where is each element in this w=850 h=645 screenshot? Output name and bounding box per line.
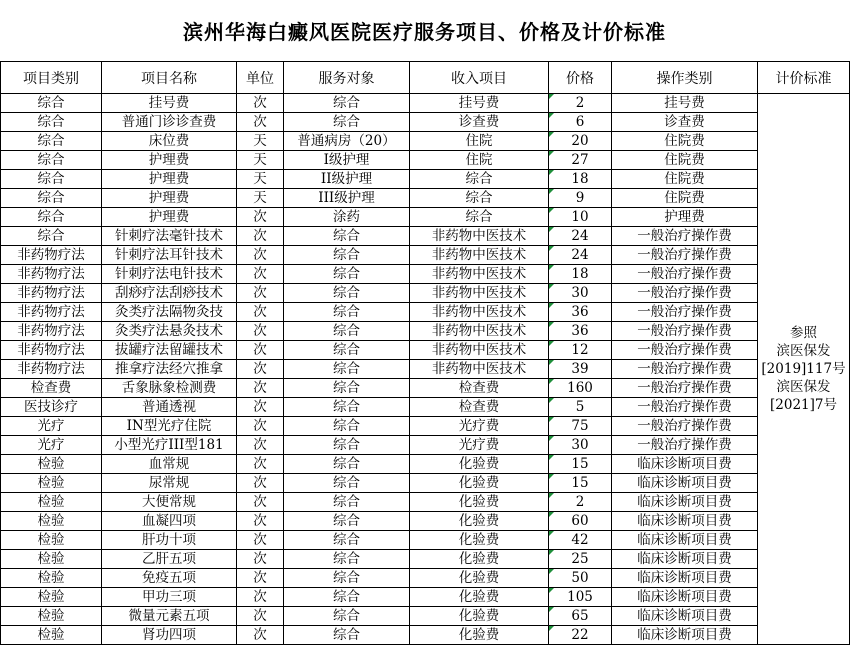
cell-price: 39 [549, 360, 612, 379]
col-header-service-target: 服务对象 [284, 62, 410, 94]
pricing-standard-line: 滨医保发 [776, 343, 831, 359]
cell-item-name: 免疫五项 [102, 569, 237, 588]
cell-price: 22 [549, 626, 612, 645]
cell-item-name: 刮痧疗法刮痧技术 [102, 284, 237, 303]
table-row [1, 341, 850, 360]
table-body [1, 94, 850, 645]
cell-category: 光疗 [1, 436, 102, 455]
cell-operation-type: 临床诊断项目费 [612, 607, 758, 626]
cell-income-item: 非药物中医技术 [410, 265, 549, 284]
pricing-standard-line: [2019]117号 [761, 361, 846, 377]
cell-income-item: 非药物中医技术 [410, 360, 549, 379]
cell-income-item: 综合 [410, 189, 549, 208]
cell-unit: 次 [237, 284, 284, 303]
col-header-pricing-standard: 计价标准 [758, 62, 850, 94]
cell-income-item: 化验费 [410, 531, 549, 550]
cell-category: 医技诊疗 [1, 398, 102, 417]
cell-operation-type: 一般治疗操作费 [612, 436, 758, 455]
cell-item-name: 灸类疗法悬灸技术 [102, 322, 237, 341]
cell-unit: 次 [237, 246, 284, 265]
cell-item-name: 微量元素五项 [102, 607, 237, 626]
cell-income-item: 化验费 [410, 474, 549, 493]
table-row [1, 569, 850, 588]
cell-item-name: 床位费 [102, 132, 237, 151]
cell-unit: 次 [237, 265, 284, 284]
cell-service-target: 综合 [284, 493, 410, 512]
cell-income-item: 非药物中医技术 [410, 322, 549, 341]
cell-price: 15 [549, 474, 612, 493]
cell-price: 36 [549, 303, 612, 322]
cell-category: 综合 [1, 113, 102, 132]
col-header-income-item: 收入项目 [410, 62, 549, 94]
cell-price: 50 [549, 569, 612, 588]
cell-category: 综合 [1, 208, 102, 227]
col-header-item-name: 项目名称 [102, 62, 237, 94]
cell-income-item: 化验费 [410, 550, 549, 569]
cell-item-name: 甲功三项 [102, 588, 237, 607]
table-row [1, 379, 850, 398]
cell-service-target: 综合 [284, 246, 410, 265]
cell-income-item: 化验费 [410, 626, 549, 645]
cell-service-target: 普通病房（20） [284, 132, 410, 151]
cell-operation-type: 挂号费 [612, 94, 758, 113]
cell-price: 30 [549, 436, 612, 455]
cell-service-target: 综合 [284, 569, 410, 588]
cell-price: 2 [549, 493, 612, 512]
cell-service-target: 涂药 [284, 208, 410, 227]
cell-unit: 次 [237, 379, 284, 398]
cell-service-target: Ⅰ级护理 [284, 151, 410, 170]
cell-service-target: 综合 [284, 284, 410, 303]
cell-item-name: 针刺疗法毫针技术 [102, 227, 237, 246]
col-header-unit: 单位 [237, 62, 284, 94]
cell-income-item: 综合 [410, 208, 549, 227]
table-row [1, 398, 850, 417]
cell-service-target: 综合 [284, 379, 410, 398]
cell-service-target: 综合 [284, 322, 410, 341]
cell-category: 检验 [1, 512, 102, 531]
cell-category: 检验 [1, 550, 102, 569]
cell-income-item: 光疗费 [410, 436, 549, 455]
cell-unit: 次 [237, 398, 284, 417]
table-row [1, 360, 850, 379]
cell-item-name: 挂号费 [102, 94, 237, 113]
cell-category: 非药物疗法 [1, 341, 102, 360]
cell-operation-type: 临床诊断项目费 [612, 588, 758, 607]
cell-unit: 次 [237, 436, 284, 455]
cell-income-item: 光疗费 [410, 417, 549, 436]
cell-operation-type: 住院费 [612, 189, 758, 208]
cell-unit: 次 [237, 493, 284, 512]
table-row [1, 531, 850, 550]
table-row [1, 417, 850, 436]
cell-item-name: 普通门诊诊查费 [102, 113, 237, 132]
cell-item-name: 肝功十项 [102, 531, 237, 550]
cell-operation-type: 一般治疗操作费 [612, 227, 758, 246]
cell-operation-type: 临床诊断项目费 [612, 550, 758, 569]
cell-price: 6 [549, 113, 612, 132]
cell-income-item: 检查费 [410, 379, 549, 398]
cell-unit: 次 [237, 607, 284, 626]
cell-income-item: 非药物中医技术 [410, 303, 549, 322]
table-row [1, 151, 850, 170]
cell-service-target: III级护理 [284, 189, 410, 208]
cell-service-target: 综合 [284, 265, 410, 284]
cell-service-target: 综合 [284, 341, 410, 360]
cell-income-item: 挂号费 [410, 94, 549, 113]
cell-income-item: 检查费 [410, 398, 549, 417]
cell-income-item: 化验费 [410, 607, 549, 626]
table-row [1, 94, 850, 113]
col-header-category: 项目类别 [1, 62, 102, 94]
cell-service-target: 综合 [284, 512, 410, 531]
cell-category: 综合 [1, 94, 102, 113]
table-row [1, 208, 850, 227]
cell-income-item: 化验费 [410, 512, 549, 531]
cell-unit: 次 [237, 550, 284, 569]
cell-item-name: 血常规 [102, 455, 237, 474]
cell-item-name: 针刺疗法耳针技术 [102, 246, 237, 265]
cell-income-item: 非药物中医技术 [410, 246, 549, 265]
cell-income-item: 住院 [410, 132, 549, 151]
cell-item-name: 针刺疗法电针技术 [102, 265, 237, 284]
cell-price: 24 [549, 227, 612, 246]
cell-item-name: 大便常规 [102, 493, 237, 512]
cell-price: 12 [549, 341, 612, 360]
cell-item-name: 尿常规 [102, 474, 237, 493]
cell-price: 9 [549, 189, 612, 208]
cell-item-name: 护理费 [102, 208, 237, 227]
cell-item-name: 血凝四项 [102, 512, 237, 531]
cell-category: 检查费 [1, 379, 102, 398]
cell-unit: 次 [237, 417, 284, 436]
cell-category: 检验 [1, 569, 102, 588]
cell-price: 2 [549, 94, 612, 113]
cell-service-target: 综合 [284, 550, 410, 569]
table-row [1, 626, 850, 645]
cell-item-name: 普通透视 [102, 398, 237, 417]
cell-operation-type: 一般治疗操作费 [612, 341, 758, 360]
cell-category: 检验 [1, 455, 102, 474]
cell-item-name: 灸类疗法隔物灸技 [102, 303, 237, 322]
col-header-operation-type: 操作类别 [612, 62, 758, 94]
cell-service-target: 综合 [284, 531, 410, 550]
cell-unit: 次 [237, 322, 284, 341]
cell-category: 检验 [1, 607, 102, 626]
cell-category: 综合 [1, 151, 102, 170]
cell-service-target: II级护理 [284, 170, 410, 189]
table-row [1, 474, 850, 493]
cell-service-target: 综合 [284, 455, 410, 474]
cell-operation-type: 临床诊断项目费 [612, 512, 758, 531]
cell-service-target: 综合 [284, 227, 410, 246]
table-row [1, 436, 850, 455]
cell-operation-type: 临床诊断项目费 [612, 531, 758, 550]
pricing-standard-line: 滨医保发 [776, 379, 831, 395]
cell-category: 非药物疗法 [1, 322, 102, 341]
cell-service-target: 综合 [284, 588, 410, 607]
cell-unit: 天 [237, 189, 284, 208]
cell-service-target: 综合 [284, 398, 410, 417]
cell-unit: 次 [237, 208, 284, 227]
cell-price: 18 [549, 265, 612, 284]
cell-category: 非药物疗法 [1, 360, 102, 379]
table-row [1, 113, 850, 132]
cell-price: 15 [549, 455, 612, 474]
cell-service-target: 综合 [284, 360, 410, 379]
pricing-standard-line: 参照 [790, 325, 817, 341]
cell-unit: 次 [237, 626, 284, 645]
cell-service-target: 综合 [284, 417, 410, 436]
cell-price: 25 [549, 550, 612, 569]
cell-price: 18 [549, 170, 612, 189]
cell-service-target: 综合 [284, 94, 410, 113]
table-row [1, 322, 850, 341]
table-row [1, 246, 850, 265]
cell-category: 检验 [1, 588, 102, 607]
cell-price: 24 [549, 246, 612, 265]
cell-item-name: 拔罐疗法留罐技术 [102, 341, 237, 360]
cell-price: 75 [549, 417, 612, 436]
cell-operation-type: 一般治疗操作费 [612, 360, 758, 379]
cell-unit: 次 [237, 360, 284, 379]
cell-unit: 次 [237, 512, 284, 531]
cell-unit: 次 [237, 569, 284, 588]
cell-income-item: 住院 [410, 151, 549, 170]
cell-income-item: 化验费 [410, 493, 549, 512]
cell-category: 综合 [1, 189, 102, 208]
cell-income-item: 化验费 [410, 569, 549, 588]
cell-price: 105 [549, 588, 612, 607]
cell-unit: 次 [237, 531, 284, 550]
cell-operation-type: 临床诊断项目费 [612, 455, 758, 474]
cell-category: 检验 [1, 531, 102, 550]
cell-operation-type: 临床诊断项目费 [612, 474, 758, 493]
cell-item-name: 乙肝五项 [102, 550, 237, 569]
header-row [1, 62, 850, 94]
cell-income-item: 综合 [410, 170, 549, 189]
table-row [1, 303, 850, 322]
cell-unit: 次 [237, 341, 284, 360]
cell-item-name: 护理费 [102, 170, 237, 189]
cell-item-name: 护理费 [102, 189, 237, 208]
cell-operation-type: 临床诊断项目费 [612, 626, 758, 645]
cell-unit: 天 [237, 170, 284, 189]
cell-unit: 次 [237, 113, 284, 132]
cell-unit: 次 [237, 227, 284, 246]
table-row [1, 189, 850, 208]
table-row [1, 132, 850, 151]
table-row [1, 170, 850, 189]
cell-income-item: 化验费 [410, 588, 549, 607]
cell-operation-type: 一般治疗操作费 [612, 322, 758, 341]
cell-operation-type: 一般治疗操作费 [612, 265, 758, 284]
cell-operation-type: 一般治疗操作费 [612, 417, 758, 436]
cell-category: 非药物疗法 [1, 303, 102, 322]
cell-item-name: 小型光疗III型181 [102, 436, 237, 455]
cell-unit: 天 [237, 151, 284, 170]
cell-operation-type: 住院费 [612, 151, 758, 170]
cell-item-name: 舌象脉象检测费 [102, 379, 237, 398]
cell-operation-type: 一般治疗操作费 [612, 284, 758, 303]
cell-price: 5 [549, 398, 612, 417]
cell-income-item: 非药物中医技术 [410, 341, 549, 360]
cell-operation-type: 一般治疗操作费 [612, 379, 758, 398]
cell-unit: 次 [237, 94, 284, 113]
sheet-title: 滨州华海白癜风医院医疗服务项目、价格及计价标准 [0, 0, 849, 62]
table-row [1, 588, 850, 607]
cell-service-target: 综合 [284, 607, 410, 626]
cell-price: 27 [549, 151, 612, 170]
cell-service-target: 综合 [284, 626, 410, 645]
cell-category: 综合 [1, 132, 102, 151]
cell-category: 检验 [1, 626, 102, 645]
cell-category: 综合 [1, 170, 102, 189]
cell-unit: 次 [237, 303, 284, 322]
cell-income-item: 化验费 [410, 455, 549, 474]
cell-income-item: 诊查费 [410, 113, 549, 132]
cell-price: 36 [549, 322, 612, 341]
cell-service-target: 综合 [284, 303, 410, 322]
cell-price: 10 [549, 208, 612, 227]
cell-price: 60 [549, 512, 612, 531]
pricing-standard-line: [2021]7号 [770, 397, 837, 413]
cell-category: 光疗 [1, 417, 102, 436]
cell-operation-type: 诊查费 [612, 113, 758, 132]
col-header-price: 价格 [549, 62, 612, 94]
cell-operation-type: 住院费 [612, 170, 758, 189]
cell-item-name: 肾功四项 [102, 626, 237, 645]
cell-category: 检验 [1, 493, 102, 512]
cell-category: 检验 [1, 474, 102, 493]
cell-category: 非药物疗法 [1, 265, 102, 284]
cell-item-name: 推拿疗法经穴推拿 [102, 360, 237, 379]
cell-category: 综合 [1, 227, 102, 246]
price-table [0, 61, 850, 645]
cell-category: 非药物疗法 [1, 284, 102, 303]
cell-operation-type: 护理费 [612, 208, 758, 227]
cell-operation-type: 临床诊断项目费 [612, 569, 758, 588]
cell-unit: 次 [237, 588, 284, 607]
cell-income-item: 非药物中医技术 [410, 227, 549, 246]
cell-operation-type: 一般治疗操作费 [612, 246, 758, 265]
cell-unit: 天 [237, 132, 284, 151]
cell-unit: 次 [237, 474, 284, 493]
cell-price: 30 [549, 284, 612, 303]
table-row [1, 265, 850, 284]
cell-price: 42 [549, 531, 612, 550]
cell-item-name: 护理费 [102, 151, 237, 170]
cell-service-target: 综合 [284, 474, 410, 493]
cell-income-item: 非药物中医技术 [410, 284, 549, 303]
cell-operation-type: 一般治疗操作费 [612, 303, 758, 322]
table-row [1, 284, 850, 303]
table-row [1, 455, 850, 474]
table-row [1, 607, 850, 626]
cell-service-target: 综合 [284, 113, 410, 132]
cell-price: 20 [549, 132, 612, 151]
table-row [1, 227, 850, 246]
cell-operation-type: 临床诊断项目费 [612, 493, 758, 512]
cell-item-name: IN型光疗住院 [102, 417, 237, 436]
pricing-standard-cell [758, 94, 850, 645]
table-row [1, 493, 850, 512]
cell-price: 65 [549, 607, 612, 626]
cell-service-target: 综合 [284, 436, 410, 455]
table-row [1, 512, 850, 531]
cell-price: 160 [549, 379, 612, 398]
cell-operation-type: 一般治疗操作费 [612, 398, 758, 417]
cell-operation-type: 住院费 [612, 132, 758, 151]
cell-category: 非药物疗法 [1, 246, 102, 265]
table-row [1, 550, 850, 569]
cell-unit: 次 [237, 455, 284, 474]
